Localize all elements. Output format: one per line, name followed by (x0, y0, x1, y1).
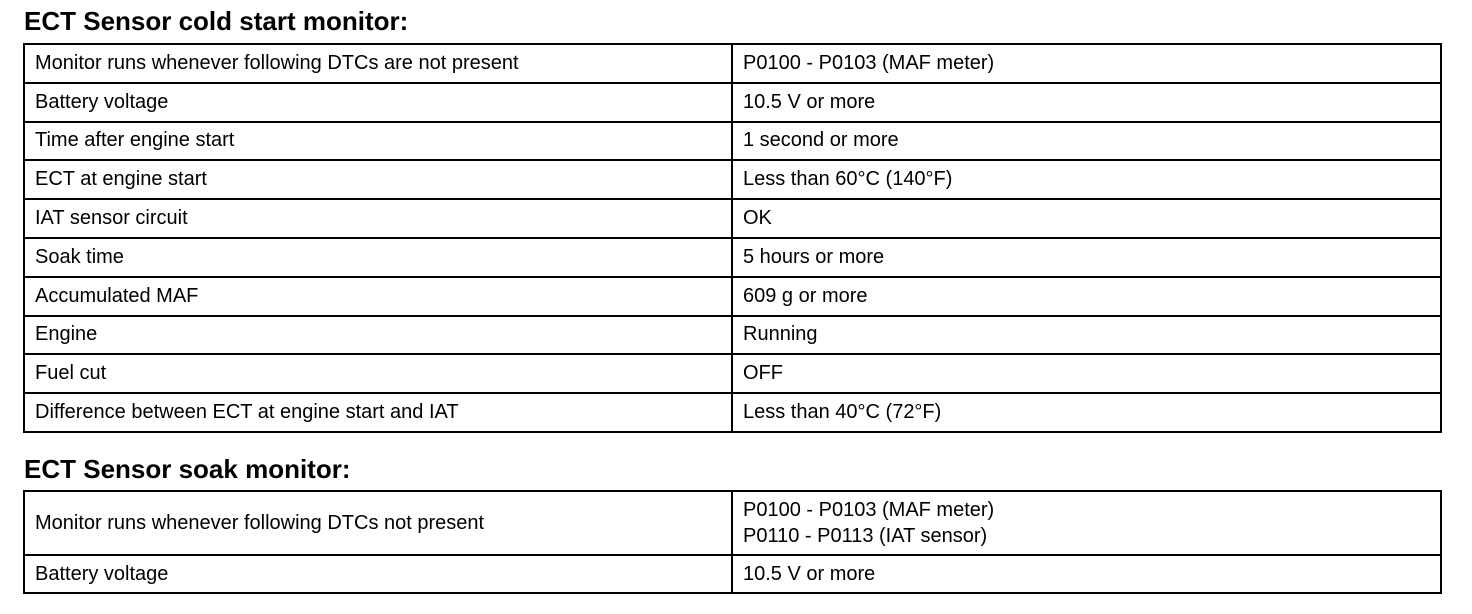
value-cell: Running (732, 316, 1441, 355)
table-row (24, 491, 1441, 555)
condition-cell: Difference between ECT at engine start and IAT (24, 393, 732, 432)
value-cell: Less than 60°C (140°F) (732, 160, 1441, 199)
dtc-range-line: P0110 - P0113 (IAT sensor) (743, 525, 988, 547)
table-row (24, 199, 1441, 238)
value-cell: 10.5 V or more (732, 83, 1441, 122)
value-cell: P0100 - P0103 (MAF meter) (732, 44, 1441, 83)
condition-cell: Monitor runs whenever following DTCs are not present (24, 44, 732, 83)
value-cell: 5 hours or more (732, 238, 1441, 277)
soak-monitor-title: ECT Sensor soak monitor: (24, 454, 351, 484)
soak-conditions-table (23, 490, 1442, 594)
condition-cell: Engine (24, 316, 732, 355)
cold-start-monitor-title: ECT Sensor cold start monitor: (24, 6, 409, 36)
table-row (24, 83, 1441, 122)
table-row (24, 238, 1441, 277)
condition-cell: ECT at engine start (24, 160, 732, 199)
table-row (24, 277, 1441, 316)
table-row (24, 122, 1441, 161)
condition-cell: IAT sensor circuit (24, 199, 732, 238)
value-cell: 609 g or more (732, 277, 1441, 316)
condition-cell: Fuel cut (24, 354, 732, 393)
condition-cell: Accumulated MAF (24, 277, 732, 316)
value-cell: OK (732, 199, 1441, 238)
condition-cell: Time after engine start (24, 122, 732, 161)
value-cell: 10.5 V or more (732, 555, 1441, 593)
value-cell: 1 second or more (732, 122, 1441, 161)
value-cell: Less than 40°C (72°F) (732, 393, 1441, 432)
table-row (24, 555, 1441, 593)
dtc-range-line: P0100 - P0103 (MAF meter) (743, 499, 995, 521)
table-row (24, 44, 1441, 83)
condition-cell: Battery voltage (24, 555, 732, 593)
value-cell: OFF (732, 354, 1441, 393)
condition-cell: Battery voltage (24, 83, 732, 122)
condition-cell: Soak time (24, 238, 732, 277)
table-row (24, 354, 1441, 393)
table-row (24, 160, 1441, 199)
value-cell (732, 491, 1441, 555)
condition-cell: Monitor runs whenever following DTCs not present (24, 491, 732, 555)
table-row (24, 393, 1441, 432)
cold-start-conditions-table (23, 43, 1442, 433)
table-row (24, 316, 1441, 355)
